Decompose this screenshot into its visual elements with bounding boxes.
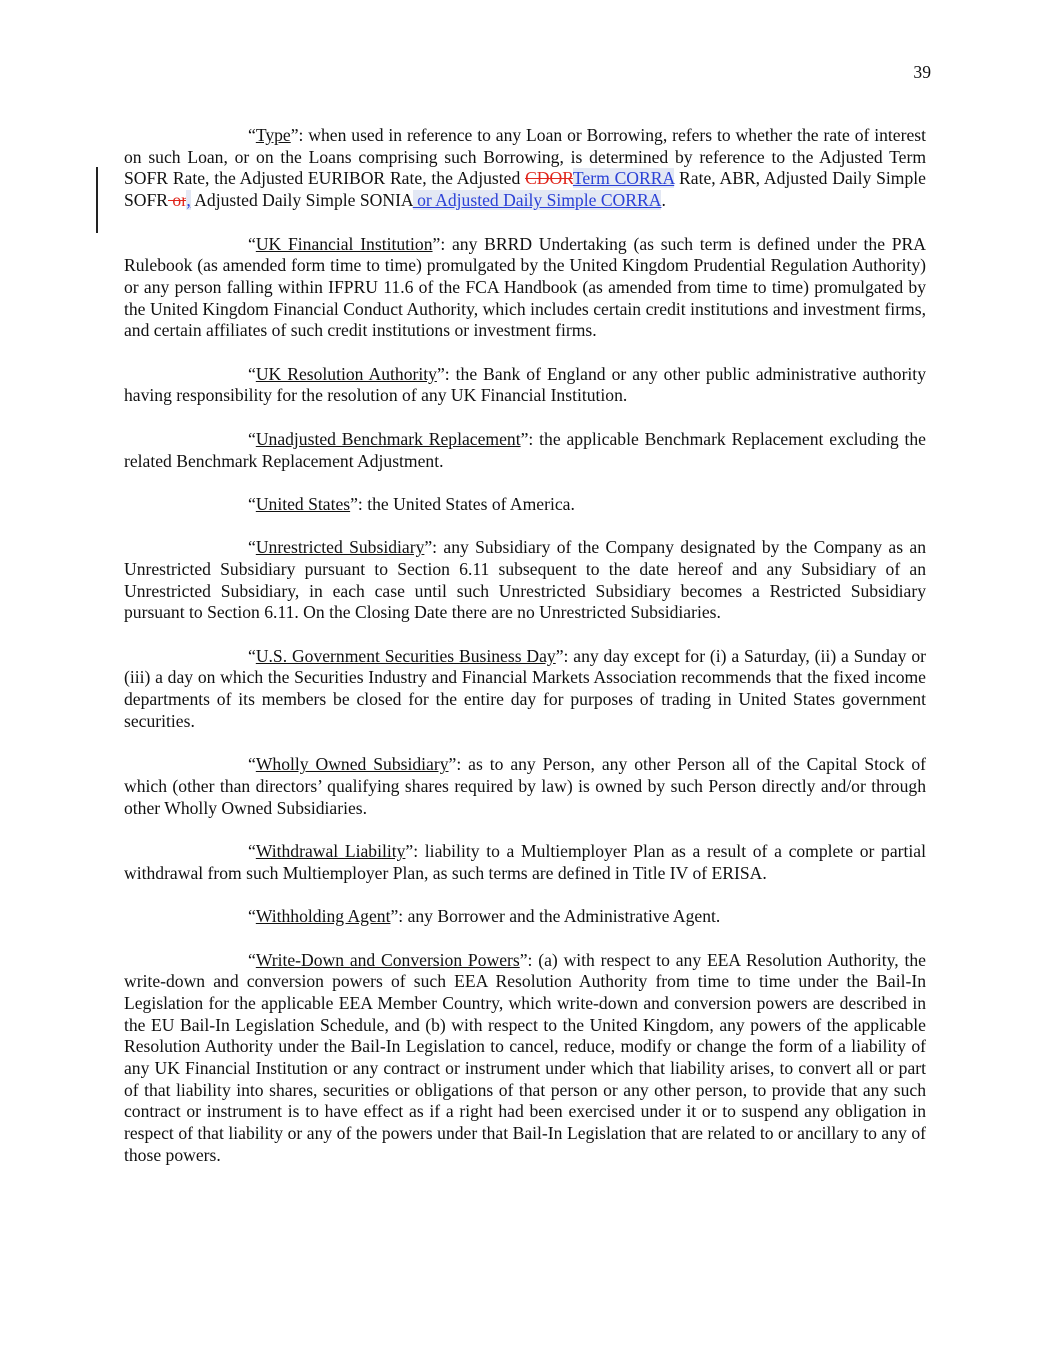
definition-withholding-agent: “Withholding Agent”: any Borrower and the Administrative Agent. bbox=[248, 906, 721, 927]
deleted-text: CDOR bbox=[525, 168, 573, 189]
definition-us-government-securities-business-day: “U.S. Government Securities Business Day”: any day except for (i) a Saturday, (ii) a Sunday or (iii) a day on which the Securities Industry and Financial Markets Association recommends that the fixed income departments of its members be closed for the entire day for purposes of trading in United States government securities. bbox=[124, 645, 926, 731]
definition-unrestricted-subsidiary: “Unrestricted Subsidiary”: any Subsidiary of the Company designated by the Company as an Unrestricted Subsidiary pursuant to Section 6.11 subsequent to the date hereof and any Subsidiary of an Unrestricted Subsidiary, in each case until such Unrestricted Subsidiary becomes a Restricted Subsidiary pursuant to Section 6.11. On the Closing Date there are no Unrestricted Subsidiaries. bbox=[124, 537, 926, 623]
defined-term: Unadjusted Benchmark Replacement bbox=[255, 428, 521, 449]
definition-uk-resolution-authority: “UK Resolution Authority”: the Bank of England or any other public administrative authority having responsibility for the resolution of any UK Financial Institution. bbox=[124, 363, 926, 406]
inserted-text: or Adjusted Daily Simple CORRA bbox=[412, 190, 662, 211]
definition-withdrawal-liability: “Withdrawal Liability”: liability to a Multiemployer Plan as a result of a complete or partial withdrawal from such Multiemployer Plan, as such terms are defined in Title IV of ERISA. bbox=[124, 841, 926, 883]
definition-wholly-owned-subsidiary: “Wholly Owned Subsidiary”: as to any Person, any other Person all of the Capital Stock of which (other than directors’ qualifying shares required by law) is owned by such Person directly and/or through other Wholly Owned Subsidiaries. bbox=[124, 754, 926, 818]
definition-united-states: “United States”: the United States of America. bbox=[248, 493, 575, 514]
definition-unadjusted-benchmark-replacement: “Unadjusted Benchmark Replacement”: the applicable Benchmark Replacement excluding the related Benchmark Replacement Adjustment. bbox=[124, 428, 926, 471]
page-number: 39 bbox=[913, 62, 931, 82]
inserted-text: , bbox=[186, 190, 191, 211]
definitions-body bbox=[124, 125, 926, 1188]
defined-term: UK Resolution Authority bbox=[255, 363, 437, 384]
change-bar bbox=[96, 167, 98, 233]
defined-term: United States bbox=[255, 493, 351, 514]
defined-term: Withholding Agent bbox=[255, 906, 391, 927]
defined-term: Type bbox=[255, 125, 291, 145]
definition-type: “Type”: when used in reference to any Loan or Borrowing, refers to whether the rate of interest on such Loan, or on the Loans comprising such Borrowing, is determined by reference to the Adjusted Term SOFR Rate, the Adjusted EURIBOR Rate, the Adjusted CDORTerm CORRA Rate, ABR, Adjusted Daily Simple SOFR or, Adjusted Daily Simple SONIA or Adjusted Daily Simple CORRA. bbox=[124, 125, 926, 211]
definition-write-down-and-conversion-powers: “Write-Down and Conversion Powers”: (a) with respect to any EEA Resolution Authority, the write-down and conversion powers of such EEA Resolution Authority from time to time under the Bail-In Legislation for the applicable EEA Member Country, which write-down and conversion powers are described in the EU Bail-In Legislation Schedule, and (b) with respect to the United Kingdom, any powers of the applicable Resolution Authority under the Bail-In Legislation to cancel, reduce, modify or change the form of a liability of any UK Financial Institution or any contract or instrument under which that liability arises, to convert all or part of that liability into shares, securities or obligations of that person or any other person, to provide that any such contract or instrument is to have effect as if a right had been exercised under it or to suspend any obligation in respect of that liability or any of the powers under that Bail-In Legislation that are related to or ancillary to any of those powers. bbox=[124, 949, 926, 1165]
defined-term: Withdrawal Liability bbox=[255, 841, 406, 862]
defined-term: Write-Down and Conversion Powers bbox=[255, 949, 520, 970]
defined-term: Unrestricted Subsidiary bbox=[255, 537, 425, 558]
defined-term: Wholly Owned Subsidiary bbox=[255, 754, 449, 775]
definition-uk-financial-institution: “UK Financial Institution”: any BRRD Undertaking (as such term is defined under the PRA Rulebook (as amended form time to time) promulgated by the United Kingdom Prudential Regulation Authority) or any person falling within IFPRU 11.6 of the FCA Handbook (as amended from time to time) promulgated by the United Kingdom Financial Conduct Authority, which includes certain credit institutions and investment firms, and certain affiliates of such credit institutions or investment firms. bbox=[124, 233, 927, 341]
defined-term: U.S. Government Securities Business Day bbox=[255, 645, 556, 666]
deleted-text: or bbox=[168, 190, 187, 211]
inserted-text: Term CORRA bbox=[572, 168, 675, 189]
defined-term: UK Financial Institution bbox=[255, 233, 433, 254]
